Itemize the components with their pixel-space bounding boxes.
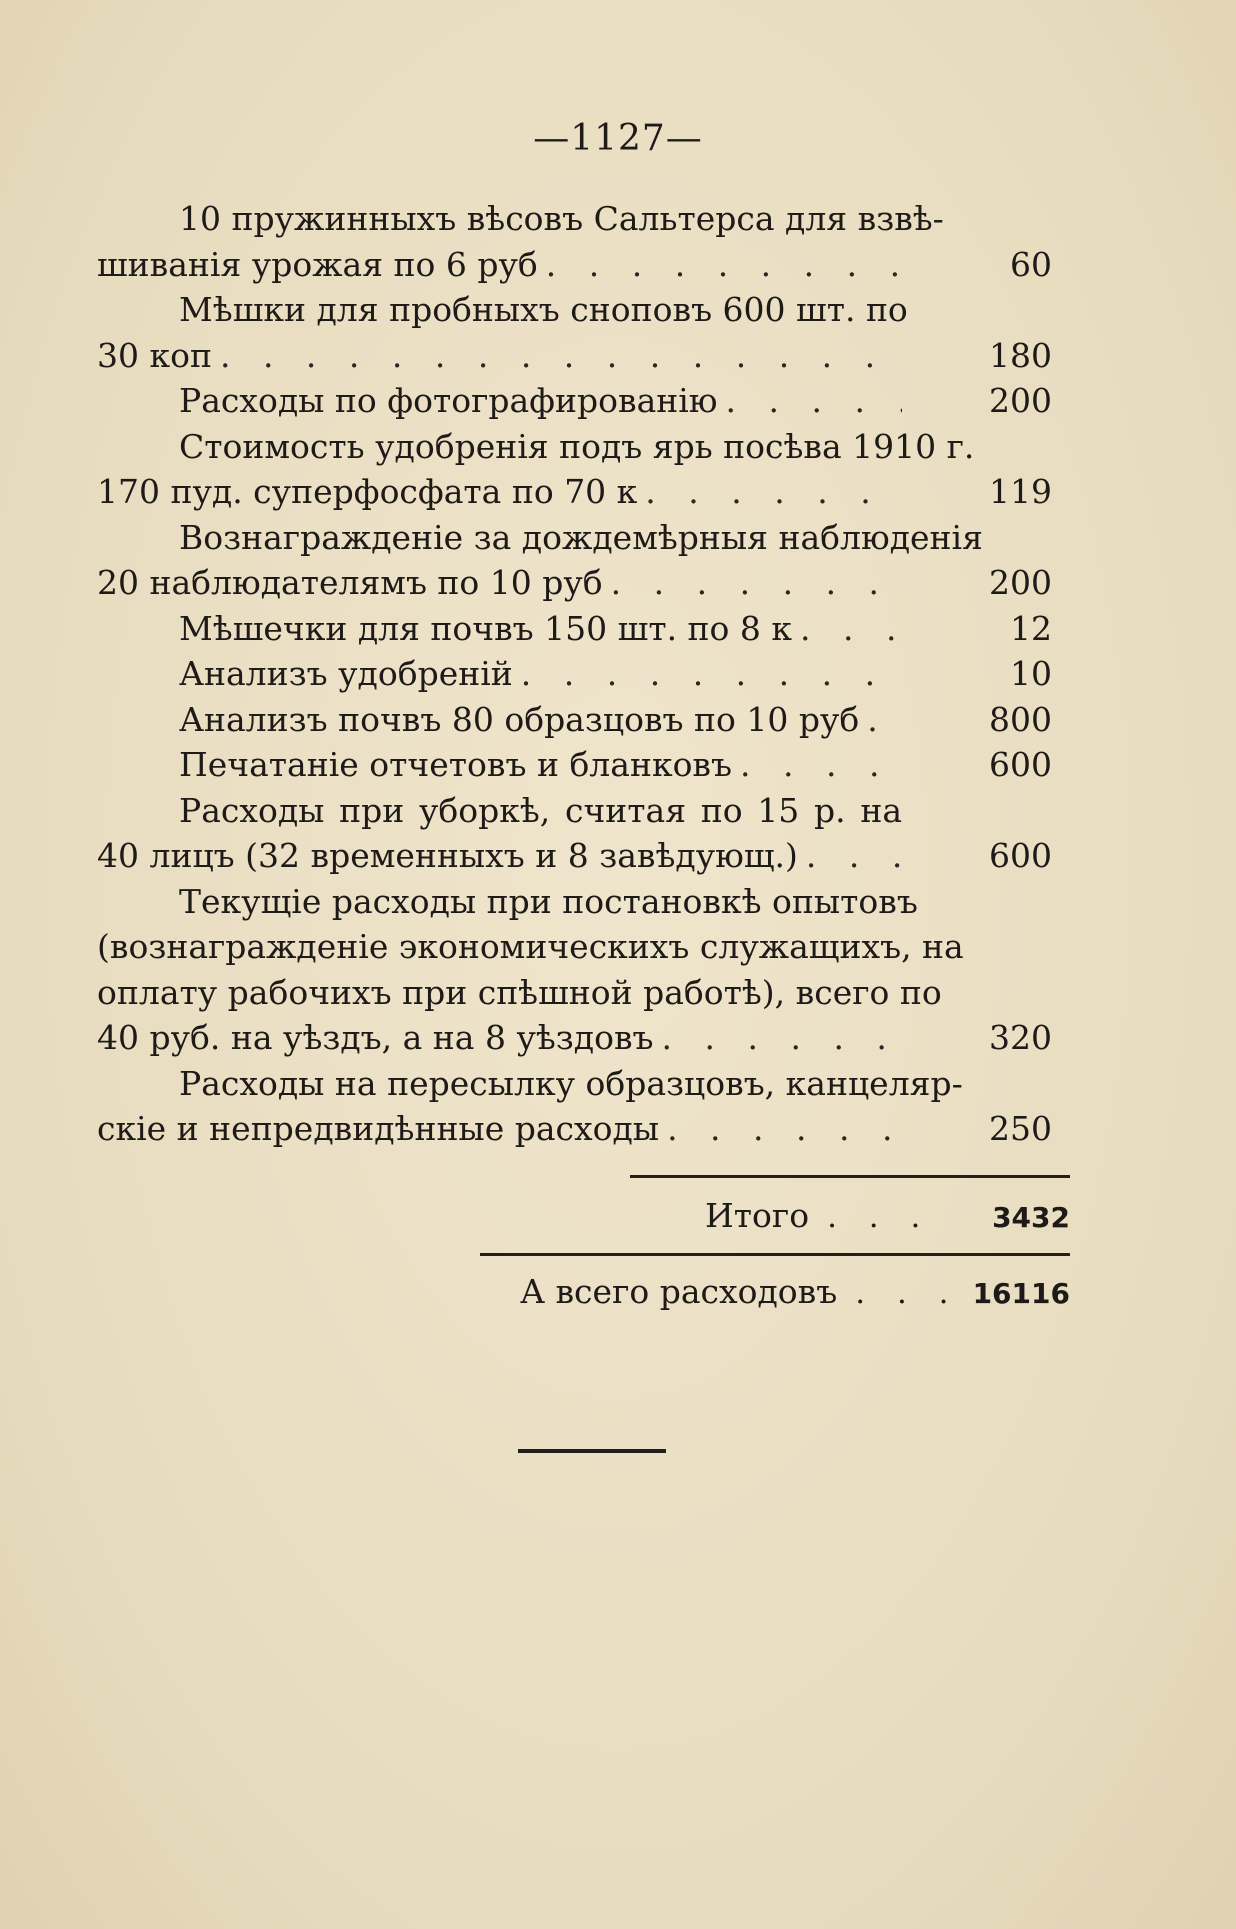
entry-text: Мѣшки для пробныхъ сноповъ 600 шт. по <box>179 290 908 329</box>
ledger-entry <box>97 1061 1070 1152</box>
entry-text-column <box>179 515 983 561</box>
entry-line <box>97 1015 1070 1061</box>
leader-dots <box>220 333 902 379</box>
entry-text: 30 коп <box>97 335 212 375</box>
grand-total-amount: 16116 <box>972 1277 1070 1310</box>
entry-line <box>97 378 1070 424</box>
entry-line <box>97 287 1070 333</box>
entry-line <box>97 333 1070 379</box>
entry-line <box>97 196 1070 242</box>
entry-text-column <box>97 833 902 879</box>
entry-amount: 60 <box>1010 244 1052 284</box>
grand-total-label: А всего расходовъ <box>520 1272 838 1311</box>
subtotal-row <box>705 1196 1070 1235</box>
subtotal-rule <box>630 1175 1070 1178</box>
leader-dots <box>867 697 902 743</box>
ledger-entry <box>97 196 1070 287</box>
leader-dots <box>546 242 902 288</box>
entry-line <box>97 879 1070 925</box>
entry-line <box>97 515 1070 561</box>
entry-text: 40 лицъ (32 временныхъ и 8 завѣдующ.) <box>97 836 798 875</box>
entry-amount: 119 <box>989 472 1052 511</box>
entry-text-column <box>179 287 908 333</box>
entry-text: 170 пуд. суперфосфата по 70 к <box>97 472 638 511</box>
entry-text: Мѣшечки для почвъ 150 шт. по 8 к <box>179 608 793 648</box>
entry-text: Расходы на пересылку образцовъ, канцеляр- <box>179 1063 963 1103</box>
entry-text-column <box>179 742 902 788</box>
leader-dots <box>667 1106 902 1152</box>
leader-dots <box>800 606 902 652</box>
entry-text: Стоимость удобренія подъ ярь посѣва 1910 г. <box>179 426 975 466</box>
leader-dots <box>740 742 902 788</box>
entry-text: 40 руб. на уѣздъ, а на 8 уѣздовъ <box>97 1018 654 1057</box>
entry-amount: 200 <box>989 563 1052 602</box>
entry-text-column <box>97 469 902 515</box>
entry-text: 10 пружинныхъ вѣсовъ Сальтерса для взвѣ- <box>179 199 944 238</box>
entry-text-column <box>97 1106 902 1152</box>
entry-text: Анализъ почвъ 80 образцовъ по 10 руб <box>179 699 860 739</box>
grand-total-rule <box>480 1253 1070 1256</box>
expense-ledger <box>97 196 1070 1152</box>
grand-total-row <box>520 1272 1070 1311</box>
entry-text: Печатаніе отчетовъ и бланковъ <box>179 745 733 784</box>
leader-dots <box>726 378 902 424</box>
entry-amount: 800 <box>989 699 1052 739</box>
entry-line <box>97 242 1070 288</box>
entry-amount: 10 <box>1010 654 1052 693</box>
entry-line <box>97 1061 1070 1107</box>
entry-line <box>97 924 1070 970</box>
entry-amount: 200 <box>989 381 1052 420</box>
entry-line <box>97 469 1070 515</box>
entry-line <box>97 560 1070 606</box>
ledger-entry <box>97 788 1070 879</box>
entry-amount: 600 <box>989 836 1052 875</box>
ledger-entry <box>97 424 1070 515</box>
ledger-entry <box>97 879 1070 1061</box>
entry-text-column <box>179 378 902 424</box>
entry-text: оплату рабочихъ при спѣшной работѣ), всего по <box>97 972 942 1012</box>
ledger-entry <box>97 606 1070 652</box>
entry-line <box>97 606 1070 652</box>
entry-amount: 180 <box>989 335 1052 375</box>
entry-text: Текущіе расходы при постановкѣ опытовъ <box>179 881 918 921</box>
subtotal-dots: . . . <box>827 1199 932 1235</box>
entry-text-column <box>179 196 944 242</box>
entry-text: скіе и непредвидѣнные расходы <box>97 1109 660 1148</box>
ledger-entry <box>97 378 1070 424</box>
entry-line <box>97 424 1070 470</box>
entry-text: 20 наблюдателямъ по 10 руб <box>97 563 603 602</box>
section-end-rule <box>518 1449 666 1453</box>
subtotal-amount: 3432 <box>992 1201 1070 1234</box>
entry-text: Вознагражденіе за дождемѣрныя наблюденія <box>179 517 983 557</box>
entry-line <box>97 651 1070 697</box>
entry-line <box>97 970 1070 1016</box>
entry-text-column <box>179 424 975 470</box>
entry-text-column <box>179 1061 963 1107</box>
entry-line <box>97 742 1070 788</box>
entry-text-column <box>179 651 902 697</box>
ledger-entry <box>97 287 1070 378</box>
ledger-entry <box>97 515 1070 606</box>
ledger-entry <box>97 742 1070 788</box>
entry-text: (вознагражденіе экономическихъ служащихъ, на <box>97 927 964 966</box>
entry-line <box>97 788 1070 834</box>
entry-text-column <box>97 924 964 970</box>
entry-amount: 250 <box>989 1109 1052 1148</box>
leader-dots <box>662 1015 902 1061</box>
entry-text: Расходы по фотографированію <box>179 381 718 420</box>
entry-amount: 320 <box>989 1018 1052 1057</box>
subtotal-label: Итого <box>705 1196 810 1235</box>
entry-text-column <box>97 1015 902 1061</box>
entry-line <box>97 697 1070 743</box>
entry-text-column <box>179 606 902 652</box>
entry-text-column <box>97 970 942 1016</box>
entry-amount: 600 <box>989 745 1052 784</box>
entry-text-column <box>179 697 902 743</box>
entry-text-column <box>97 242 902 288</box>
entry-amount: 12 <box>1010 608 1052 648</box>
entry-text-column <box>179 879 918 925</box>
entry-text-column <box>179 788 902 834</box>
entry-text: Расходы при уборкѣ, считая по 15 р. на <box>179 790 902 830</box>
entry-line <box>97 1106 1070 1152</box>
entry-text: шиванія урожая по 6 руб <box>97 244 538 284</box>
entry-text-column <box>97 333 902 379</box>
entry-text-column <box>97 560 902 606</box>
leader-dots <box>806 833 902 879</box>
leader-dots <box>611 560 902 606</box>
grand-total-dots: . . . <box>855 1275 960 1311</box>
entry-line <box>97 833 1070 879</box>
leader-dots <box>521 651 902 697</box>
ledger-entry <box>97 697 1070 743</box>
ledger-entry <box>97 651 1070 697</box>
page-number: —1127— <box>533 118 703 159</box>
entry-text: Анализъ удобреній <box>179 654 513 693</box>
leader-dots <box>645 469 902 515</box>
